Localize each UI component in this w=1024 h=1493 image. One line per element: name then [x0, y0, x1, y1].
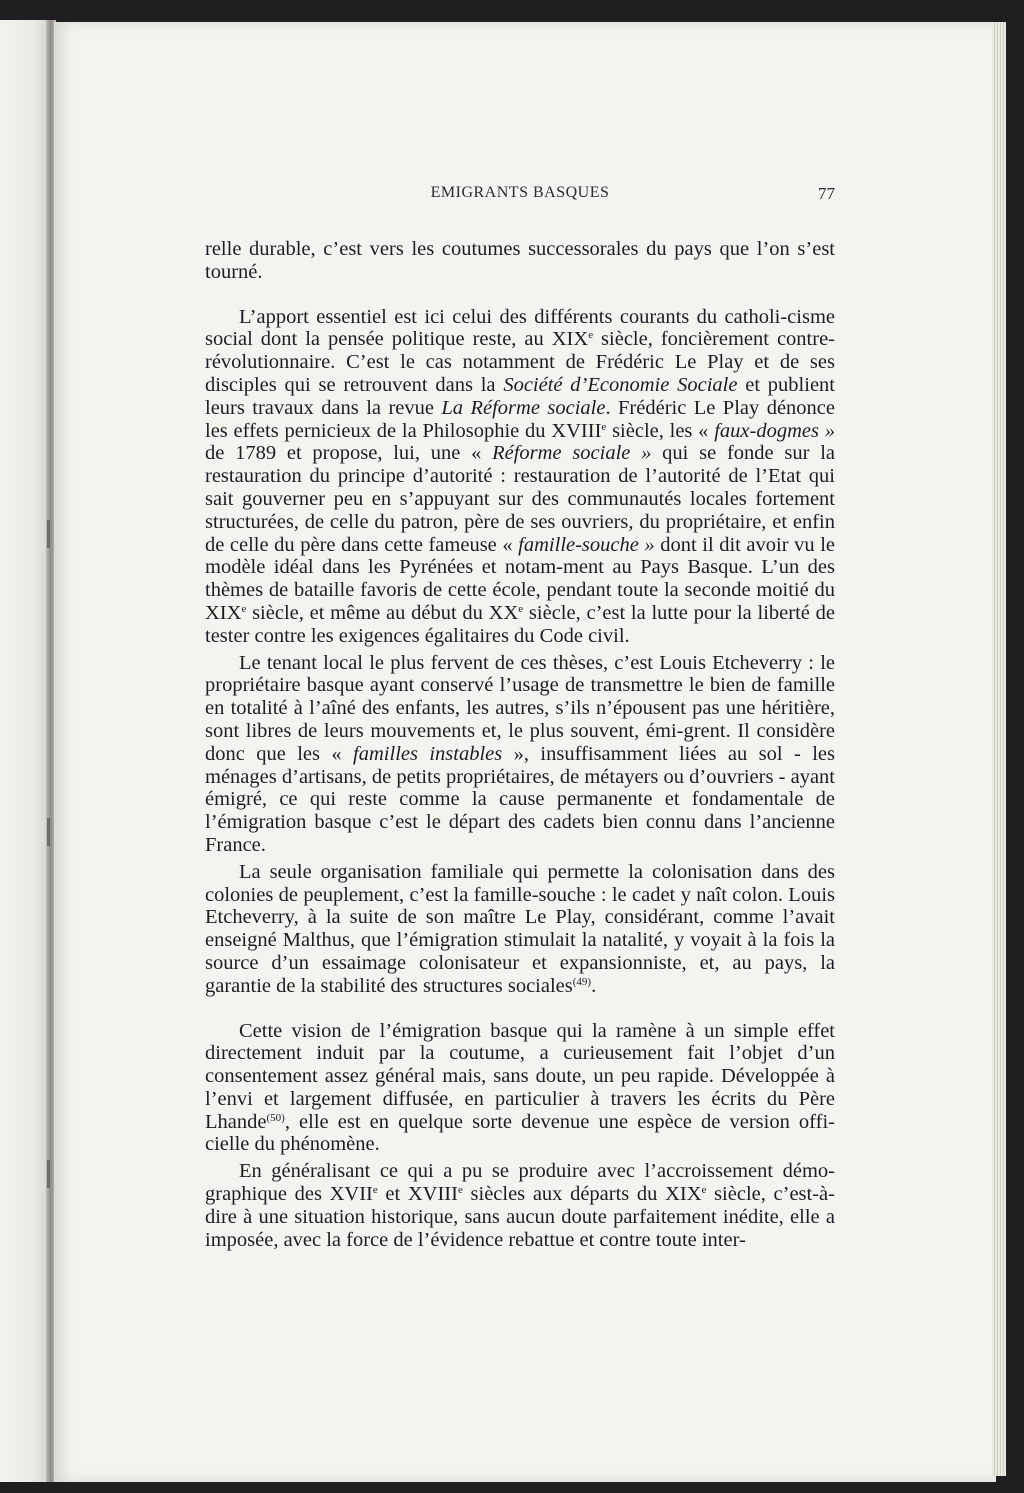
- body-text: [205, 238, 835, 1251]
- binding-stitch: [47, 818, 50, 846]
- paragraph-1: relle durable, c’est vers les coutumes successorales du pays que l’on s’est tourné.: [205, 238, 835, 283]
- page-stack-edges: [992, 22, 1006, 1476]
- paragraph-3: Le tenant local le plus fervent de ces thèses, c’est Louis Etcheverry : le propriétaire basque ayant conservé l’usage de transmettre le bien de famille en totalité à l’aîné des enfants, les autres, s’ils n’épousent pas une héritière, sont libres de leurs mouvements et, le plus souvent, émi-grent. Il considère donc que les « familles instables », insuffisamment liées au sol - les ménages d’artisans, de petits propriétaires, de métayers ou d’ouvriers - ayant émigré, ce qui reste comme la cause permanente et fondamentale de l’émigration basque c’est le départ des cadets bien connu dans l’ancienne France.: [205, 651, 835, 856]
- running-title: EMIGRANTS BASQUES: [430, 184, 610, 201]
- binding-stitch: [47, 520, 50, 548]
- footnote-ref-50: (50): [266, 1111, 285, 1124]
- running-header: [205, 184, 835, 208]
- paragraph-2: L’apport essentiel est ici celui des différents courants du catholi-cisme social dont la pensée politique reste, au XIXe siècle, foncièrement contre-révolutionnaire. C’est le cas notamment de Frédéric Le Play et de ses disciples qui se retrouvent dans la Société d’Economie Sociale et publient leurs travaux dans la revue La Réforme sociale. Frédéric Le Play dénonce les effets pernicieux de la Philosophie du XVIIIe siècle, les « faux-dogmes » de 1789 et propose, lui, une « Réforme sociale » qui se fonde sur la restauration du principe d’autorité : restauration de l’autorité de l’Etat qui sait gouverner peu en s’appuyant sur des communautés locales fortement structurées, de celle du patron, père de ses ouvriers, du propriétaire, et enfin de celle du père dans cette fameuse « famille-souche » dont il dit avoir vu le modèle idéal dans les Pyrénées et notam-ment au Pays Basque. L’un des thèmes de bataille favoris de cette école, pendant toute la seconde moitié du XIXe siècle, et même au début du XXe siècle, c’est la lutte pour la liberté de tester contre les exigences égalitaires du Code civil.: [205, 305, 836, 647]
- left-page-edge: [0, 20, 52, 1482]
- page-number: 77: [818, 184, 835, 203]
- footnote-ref-49: (49): [572, 975, 592, 988]
- paragraph-5: Cette vision de l’émigration basque qui la ramène à un simple effet directement induit par la coutume, a curieusement fait l’objet d’un consentement assez général mais, sans doute, un peu rapide. Développée à l’envi et largement diffusée, en particulier à travers les écrits du Père Lhande$^{(50)}$, elle est en quelque sorte devenue une espèce de version offi-cielle du phénomène.: [205, 1019, 835, 1156]
- paragraph-4: La seule organisation familiale qui permette la colonisation dans des colonies de peuplement, c’est la famille-souche : le cadet y naît colon. Louis Etcheverry, à la suite de son maître Le Play, considérant, comme l’avait enseigné Malthus, que l’émigration stimulait la natalité, y voyait à la fois la source d’un essaimage colonisateur et expansionniste, et, au pays, la garantie de la stabilité des structures sociales$^{(49)}$.: [205, 860, 835, 997]
- paragraph-6: En généralisant ce qui a pu se produire avec l’accroissement démo-graphique des XVIIe et XVIIIe siècles aux départs du XIXe siècle, c’est-à-dire à une situation historique, sans aucun doute parfaitement inédite, elle a imposée, avec la force de l’évidence rebattue et contre toute inter-: [205, 1160, 835, 1251]
- binding-stitch: [47, 1160, 50, 1188]
